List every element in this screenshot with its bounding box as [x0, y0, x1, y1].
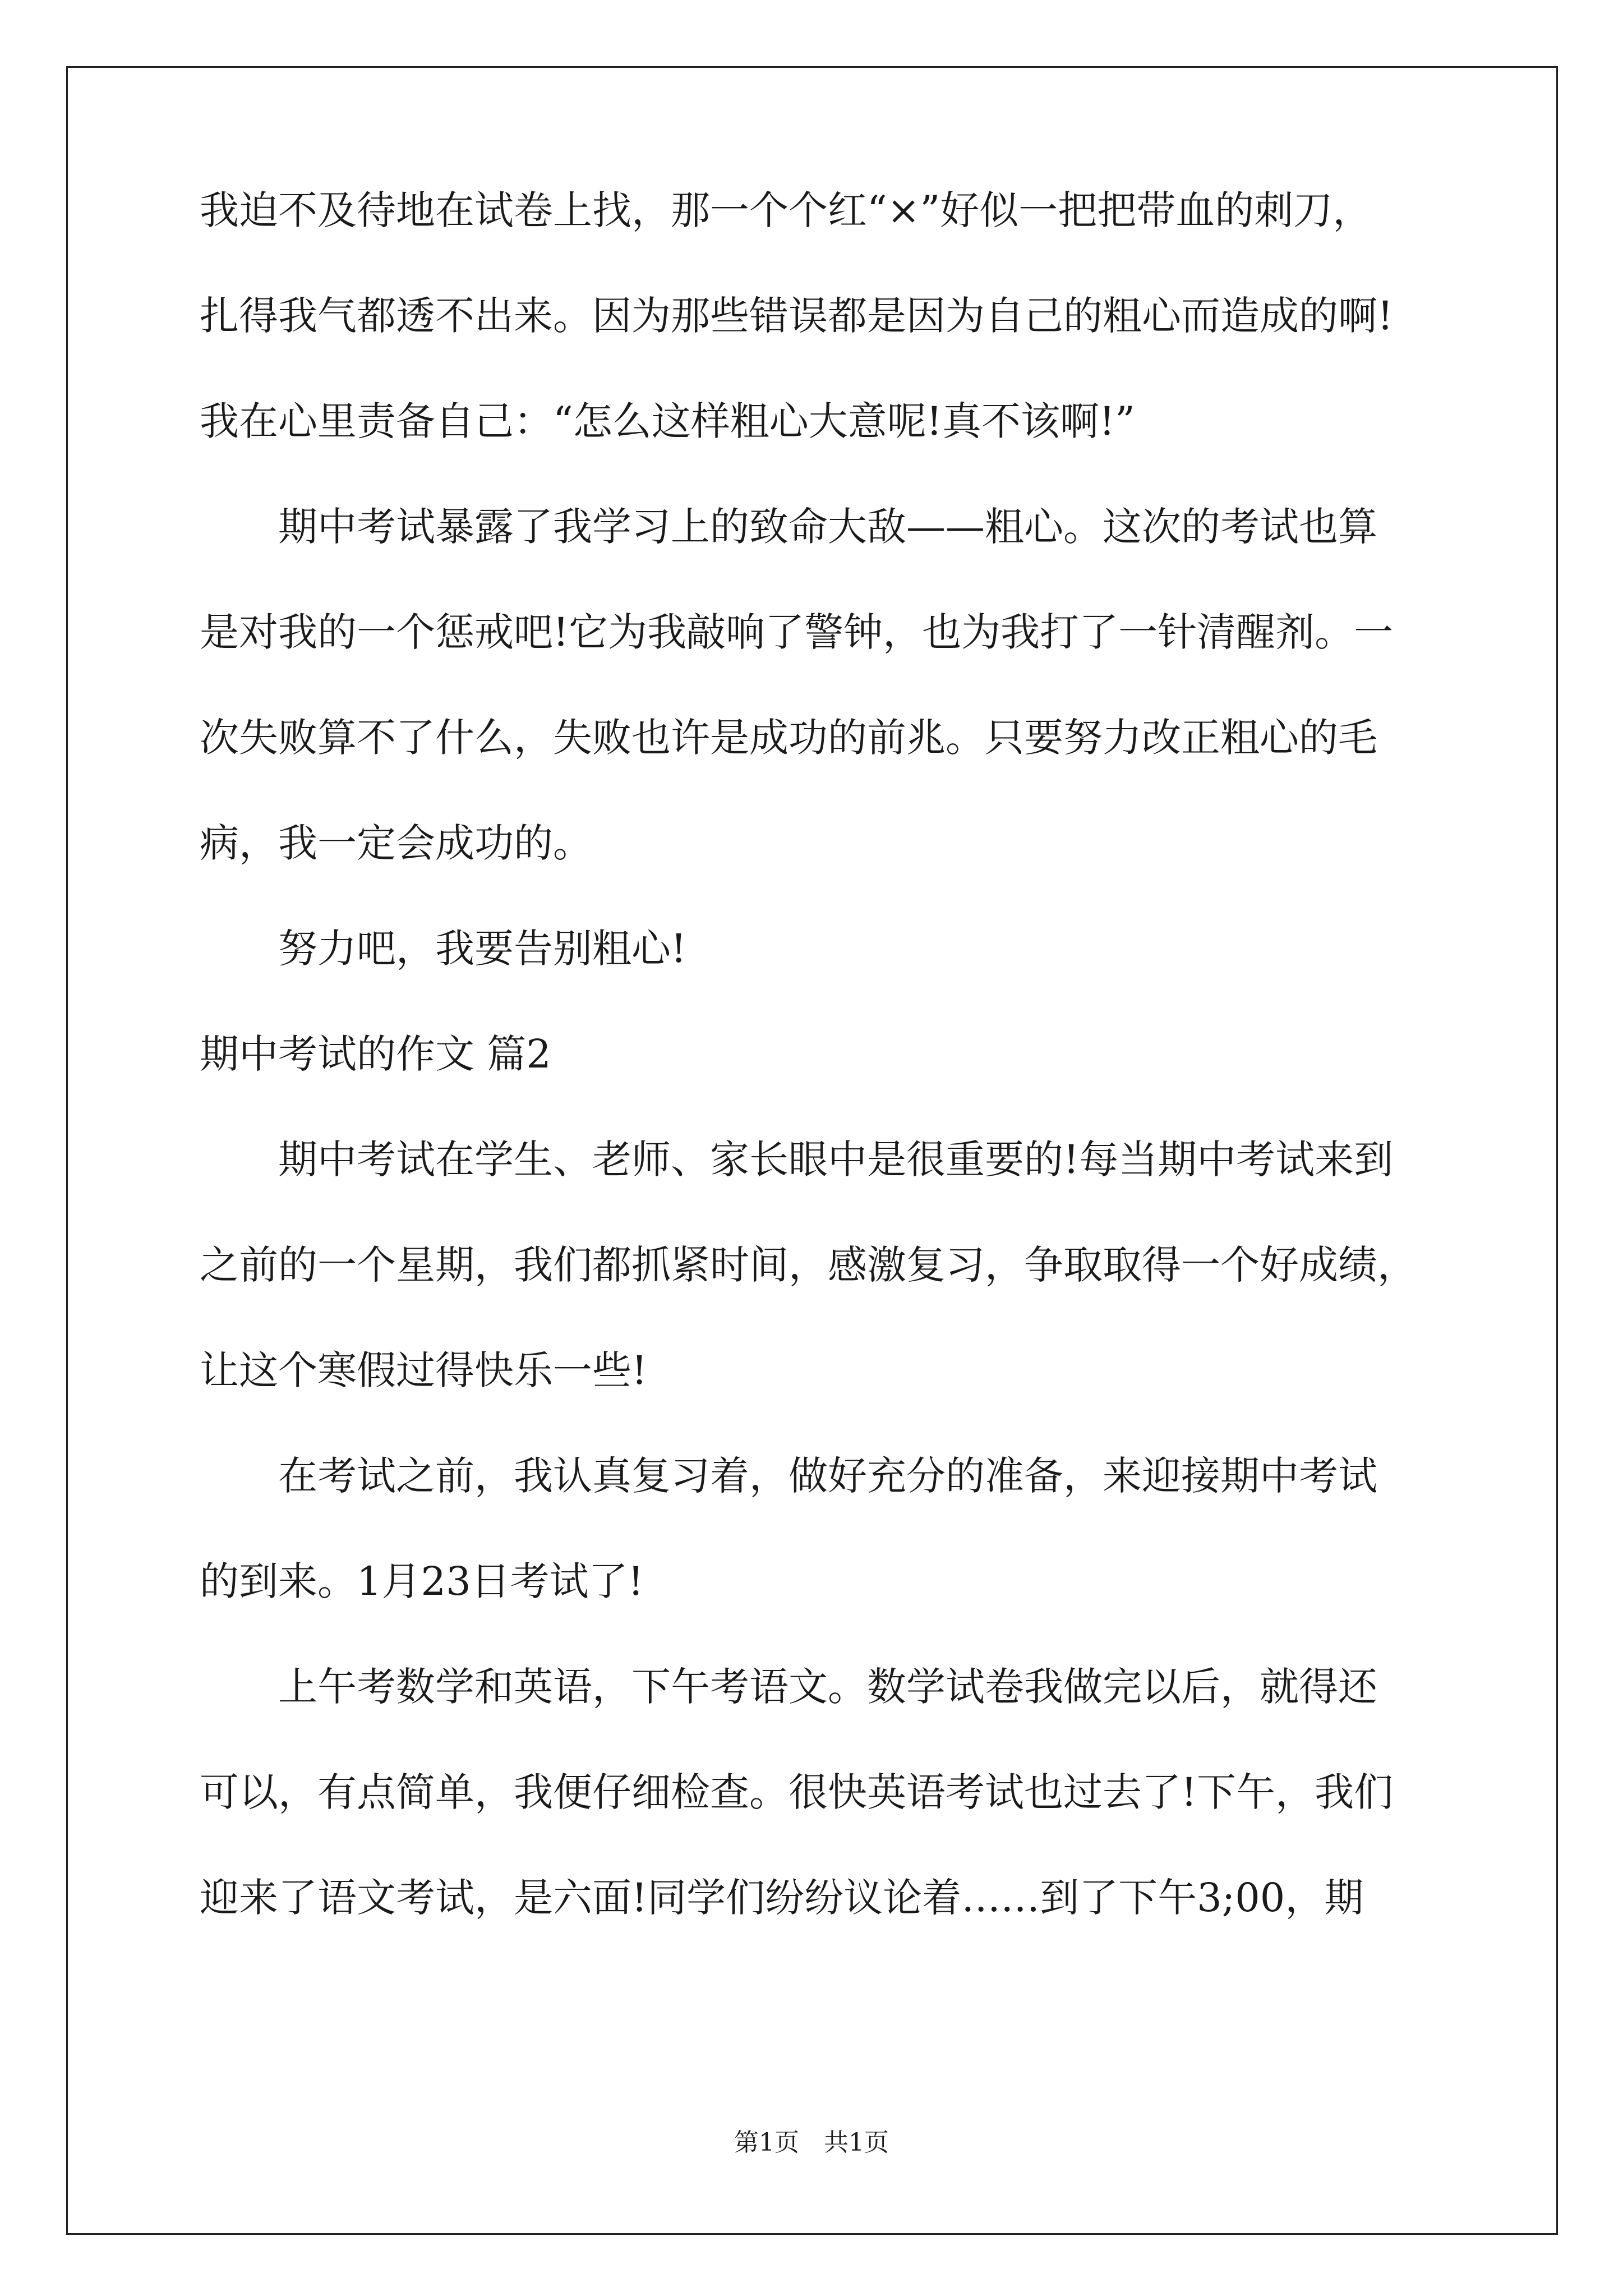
text-line: 期中考试在学生、老师、家长眼中是很重要的!每当期中考试来到 [200, 1137, 1394, 1182]
text-line: 我在心里责备自己：“怎么这样粗心大意呢!真不该啊!” [200, 398, 1135, 444]
text-line: 努力吧，我要告别粗心! [200, 926, 687, 972]
text-line: 扎得我气都透不出来。因为那些错误都是因为自己的粗心而造成的啊! [200, 293, 1394, 339]
text-line: 之前的一个星期，我们都抓紧时间，感激复习，争取取得一个好成绩， [200, 1242, 1417, 1288]
section-heading: 期中考试的作文 篇2 [200, 1031, 551, 1077]
text-line: 的到来。1月23日考试了! [200, 1558, 644, 1604]
text-line: 是对我的一个惩戒吧!它为我敲响了警钟，也为我打了一针清醒剂。一 [200, 609, 1394, 655]
text-line: 病，我一定会成功的。 [200, 820, 592, 866]
text-line: 迎来了语文考试，是六面!同学们纷纷议论着……到了下午3;00，期 [200, 1875, 1364, 1921]
text-line: 可以，有点简单，我便仔细检查。很快英语考试也过去了!下午，我们 [200, 1769, 1394, 1815]
text-line: 次失败算不了什么，失败也许是成功的前兆。只要努力改正粗心的毛 [200, 715, 1377, 761]
text-line: 期中考试暴露了我学习上的致命大敌——粗心。这次的考试也算 [200, 504, 1377, 550]
text-line: 让这个寒假过得快乐一些! [200, 1347, 648, 1393]
page-footer: 第1页 共1页 [734, 2128, 889, 2157]
text-line: 上午考数学和英语，下午考语文。数学试卷我做完以后，就得还 [200, 1664, 1377, 1710]
text-line: 我迫不及待地在试卷上找，那一个个红“×”好似一把把带血的刺刀， [200, 187, 1372, 233]
text-line: 在考试之前，我认真复习着，做好充分的准备，来迎接期中考试 [200, 1453, 1377, 1499]
